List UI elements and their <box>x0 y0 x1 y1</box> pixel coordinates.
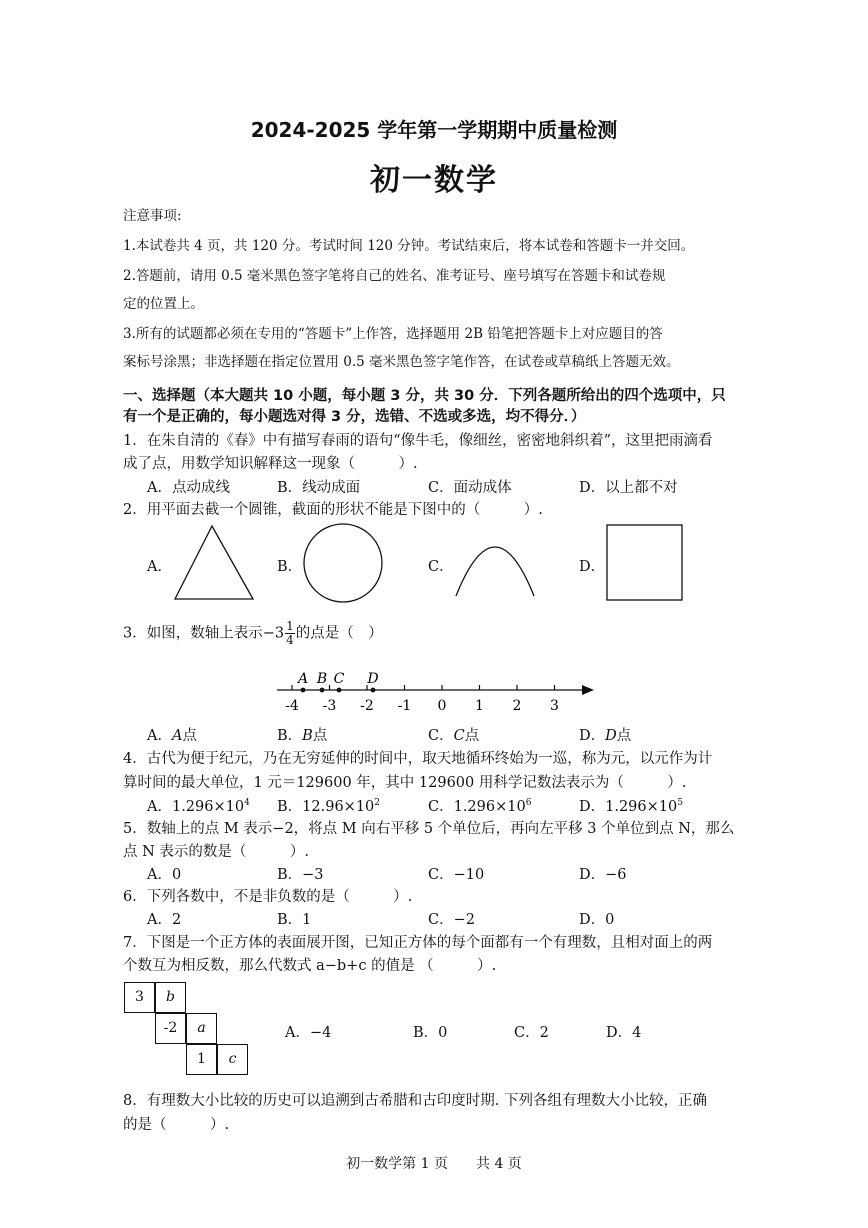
number-line-point <box>371 688 376 693</box>
q3-fraction-den: 4 <box>286 633 294 647</box>
notice-item-1: 1.本试卷共 4 页，共 120 分。考试时间 120 分钟。考试结束后，将本试卷和答题卡一并交回。 <box>123 238 695 254</box>
q1-option-b: B．线动成面 <box>277 480 361 496</box>
axis-tick-label: -4 <box>285 698 299 714</box>
exam-title: 2024-2025 学年第一学期期中质量检测 <box>250 118 618 142</box>
q6-option-d: D．0 <box>579 912 615 928</box>
q1-option-a: A．点动成线 <box>147 480 230 496</box>
q5-option-d: D．−6 <box>579 867 627 883</box>
notice-heading: 注意事项: <box>123 208 182 224</box>
page-footer: 初一数学第 1 页 共 4 页 <box>346 1156 522 1172</box>
axis-tick-label: 3 <box>550 698 559 714</box>
q2-option-a-label: A． <box>147 559 172 575</box>
q1-option-d: D．以上都不对 <box>579 480 678 496</box>
axis-tick-label: 1 <box>475 698 484 714</box>
number-line-point <box>320 688 325 693</box>
q6-option-c: C．−2 <box>428 912 475 928</box>
q4-stem-line2: 算时间的最大单位，1 元＝129600 年，其中 129600 用科学记数法表示为（ ）. <box>123 775 687 791</box>
subject-title: 初一数学 <box>370 163 498 198</box>
q4-option-d: D．$1.296\times 10^5$ <box>579 798 683 815</box>
q5-option-b: B．−3 <box>277 867 324 883</box>
number-line-point-label: D <box>367 671 379 687</box>
q6-option-b: B．1 <box>277 912 312 928</box>
q4-option-a: A．$1.296\times 10^4$ <box>147 798 250 815</box>
number-line-point-label: C <box>333 671 345 687</box>
q4-stem-line1: 4．古代为便于纪元，乃在无穷延伸的时间中，取天地循环终始为一巡，称为元，以元作为计 <box>123 751 713 767</box>
axis-tick-label: 2 <box>512 698 522 714</box>
number-line-point-label: A <box>297 671 309 687</box>
axis-tick-label: -3 <box>322 698 337 714</box>
q5-stem-line2: 点 N 表示的数是（ ）. <box>123 844 310 860</box>
cube-net-cell: c <box>217 1044 248 1075</box>
q3-fraction-num: 1 <box>286 619 294 633</box>
number-line-point <box>301 688 306 693</box>
q8-stem-line2: 的是（ ）. <box>123 1117 230 1133</box>
q6-option-a: A．2 <box>147 912 182 928</box>
q3-stem <box>123 620 383 647</box>
triangle-figure <box>165 520 265 605</box>
q3-option-c: C．C点 <box>428 728 480 744</box>
cube-net-cell: 3 <box>124 982 155 1013</box>
q3-stem-prefix: 3．如图，数轴上表示−3 <box>123 625 285 642</box>
q1-stem-line1: 1．在朱自清的《春》中有描写春雨的语句“像牛毛，像细丝，密密地斜织着”，这里把雨滴看 <box>123 433 713 449</box>
axis-tick-label: 0 <box>437 698 447 714</box>
cube-net-cell: b <box>155 982 186 1013</box>
square-figure <box>604 521 686 603</box>
q6-stem: 6．下列各数中，不是非负数的是（ ）. <box>123 889 413 905</box>
q1-option-c: C．面动成体 <box>428 480 512 496</box>
parabola-figure <box>450 524 540 600</box>
q2-option-d-label: D． <box>579 559 606 575</box>
cube-net-cell: 1 <box>186 1044 217 1075</box>
q3-stem-suffix: 的点是（ ） <box>295 625 383 642</box>
q8-stem-line1: 8．有理数大小比较的历史可以追溯到古希腊和古印度时期. 下列各组有理数大小比较，正确 <box>123 1093 707 1109</box>
q2-option-c-label: C． <box>428 559 454 575</box>
number-line-point-label: B <box>316 671 328 687</box>
q7-option-b: B．0 <box>413 1025 448 1041</box>
number-line-point <box>337 688 342 693</box>
q3-option-b: B．B点 <box>277 728 328 744</box>
q4-option-b: B．$12.96\times 10^2$ <box>277 798 381 815</box>
q7-stem-line1: 7．下图是一个正方体的表面展开图，已知正方体的每个面都有一个有理数，且相对面上的两 <box>123 935 713 951</box>
axis-tick-label: -2 <box>360 698 374 714</box>
q5-option-c: C．−10 <box>428 867 485 883</box>
q4-option-c: C．$1.296\times 10^6$ <box>428 798 532 815</box>
notice-item-2b: 定的位置上。 <box>123 296 204 312</box>
q3-fraction <box>285 620 295 647</box>
cube-net-cell: -2 <box>155 1013 186 1044</box>
q5-stem-line1: 5．数轴上的点 M 表示−2，将点 M 向右平移 5 个单位后，再向左平移 3 个单位到点 N，那么 <box>123 821 735 837</box>
q1-stem-line2: 成了点，用数学知识解释这一现象（ ）. <box>123 456 418 472</box>
notice-item-2a: 2.答题前，请用 0.5 毫米黑色签字笔将自己的姓名、准考证号、座号填写在答题卡和试卷规 <box>123 268 666 284</box>
notice-item-3b: 案标号涂黑；非选择题在指定位置用 0.5 毫米黑色签字笔作答，在试卷或草稿纸上答题无效。 <box>123 354 680 370</box>
axis-tick-label: -1 <box>397 698 412 714</box>
cube-net-cell: a <box>186 1013 217 1044</box>
q7-stem-line2: 个数互为相反数，那么代数式 a−b+c 的值是 （ ）. <box>123 958 497 974</box>
q3-option-d: D．D点 <box>579 728 632 744</box>
q7-option-a: A．−4 <box>285 1025 332 1041</box>
circle-figure <box>300 522 386 604</box>
q5-option-a: A．0 <box>147 867 182 883</box>
section-heading-line1: 一、选择题（本大题共 10 小题，每小题 3 分，共 30 分．下列各题所给出的四个选项中，只 <box>123 388 726 404</box>
q7-option-d: D．4 <box>606 1025 642 1041</box>
q2-stem: 2．用平面去截一个圆锥，截面的形状不能是下图中的（ ）. <box>123 502 543 518</box>
q3-option-a: A．A点 <box>147 728 197 744</box>
notice-item-3a: 3.所有的试题都必须在专用的“答题卡”上作答，选择题用 2B 铅笔把答题卡上对应题目的答 <box>123 326 663 342</box>
section-heading-line2: 有一个是正确的，每小题选对得 3 分，选错、不选或多选，均不得分．） <box>123 409 586 425</box>
number-line <box>270 660 600 720</box>
q2-option-b-label: B． <box>277 559 303 575</box>
q7-option-c: C．2 <box>514 1025 549 1041</box>
